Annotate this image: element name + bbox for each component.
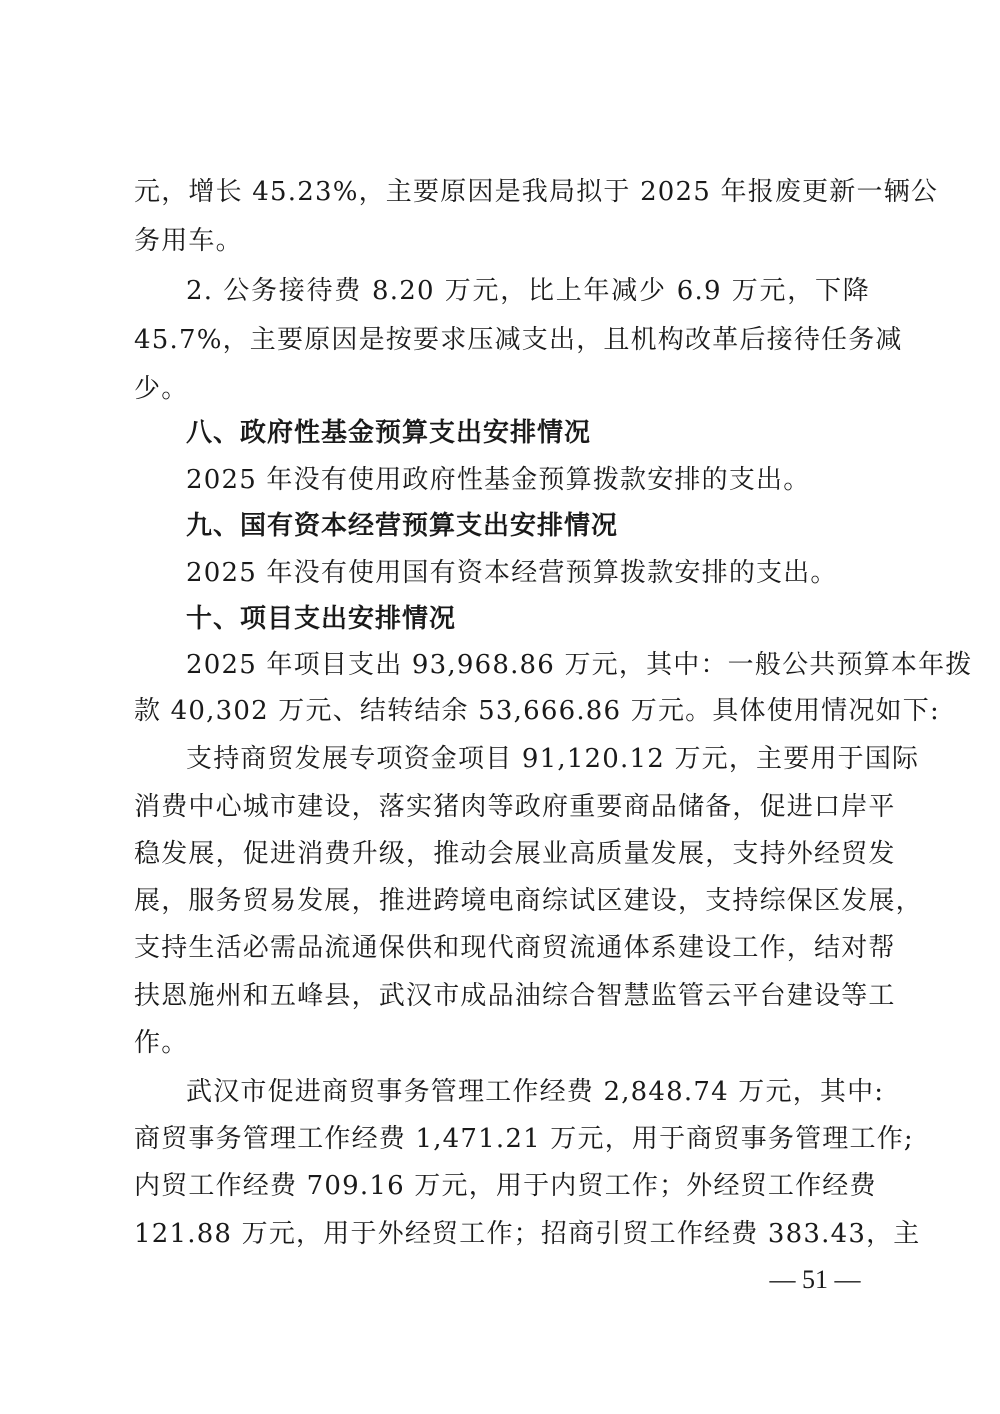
text-line: 款 40,302 万元、结转结余 53,666.86 万元。具体使用情况如下: xyxy=(134,696,940,726)
text-line: 45.7%，主要原因是按要求压减支出，且机构改革后接待任务减 xyxy=(134,325,903,355)
text-line: 少。 xyxy=(134,374,189,404)
text-line: 消费中心城市建设，落实猪肉等政府重要商品储备，促进口岸平 xyxy=(134,792,896,822)
text-line: 作。 xyxy=(134,1028,189,1058)
section-heading: 十、项目支出安排情况 xyxy=(186,604,457,634)
text-line: 商贸事务管理工作经费 1,471.21 万元，用于商贸事务管理工作; xyxy=(134,1124,914,1154)
text-line: 元，增长 45.23%，主要原因是我局拟于 2025 年报废更新一辆公 xyxy=(134,177,939,207)
text-line: 2025 年没有使用政府性基金预算拨款安排的支出。 xyxy=(186,465,811,495)
text-line: 稳发展，促进消费升级，推动会展业高质量发展，支持外经贸发 xyxy=(134,839,896,869)
text-line: 内贸工作经费 709.16 万元，用于内贸工作；外经贸工作经费 xyxy=(134,1171,877,1201)
text-line: 展，服务贸易发展，推进跨境电商综试区建设，支持综保区发展， xyxy=(134,886,923,916)
text-line: 2025 年没有使用国有资本经营预算拨款安排的支出。 xyxy=(186,558,838,588)
text-line: 武汉市促进商贸事务管理工作经费 2,848.74 万元，其中: xyxy=(186,1077,885,1107)
text-line: 2. 公务接待费 8.20 万元，比上年减少 6.9 万元，下降 xyxy=(186,276,870,306)
text-line: 2025 年项目支出 93,968.86 万元，其中：一般公共预算本年拨 xyxy=(186,650,973,680)
text-line: 121.88 万元，用于外经贸工作；招商引贸工作经费 383.43，主 xyxy=(134,1219,921,1249)
text-line: 支持商贸发展专项资金项目 91,120.12 万元，主要用于国际 xyxy=(186,744,920,774)
text-line: 支持生活必需品流通保供和现代商贸流通体系建设工作，结对帮 xyxy=(134,933,896,963)
text-line: 扶恩施州和五峰县，武汉市成品油综合智慧监管云平台建设等工 xyxy=(134,981,896,1011)
section-heading: 八、政府性基金预算支出安排情况 xyxy=(186,418,592,448)
page-number: — 51 — xyxy=(769,1265,861,1294)
text-line: 务用车。 xyxy=(134,226,243,256)
section-heading: 九、国有资本经营预算支出安排情况 xyxy=(186,511,619,541)
